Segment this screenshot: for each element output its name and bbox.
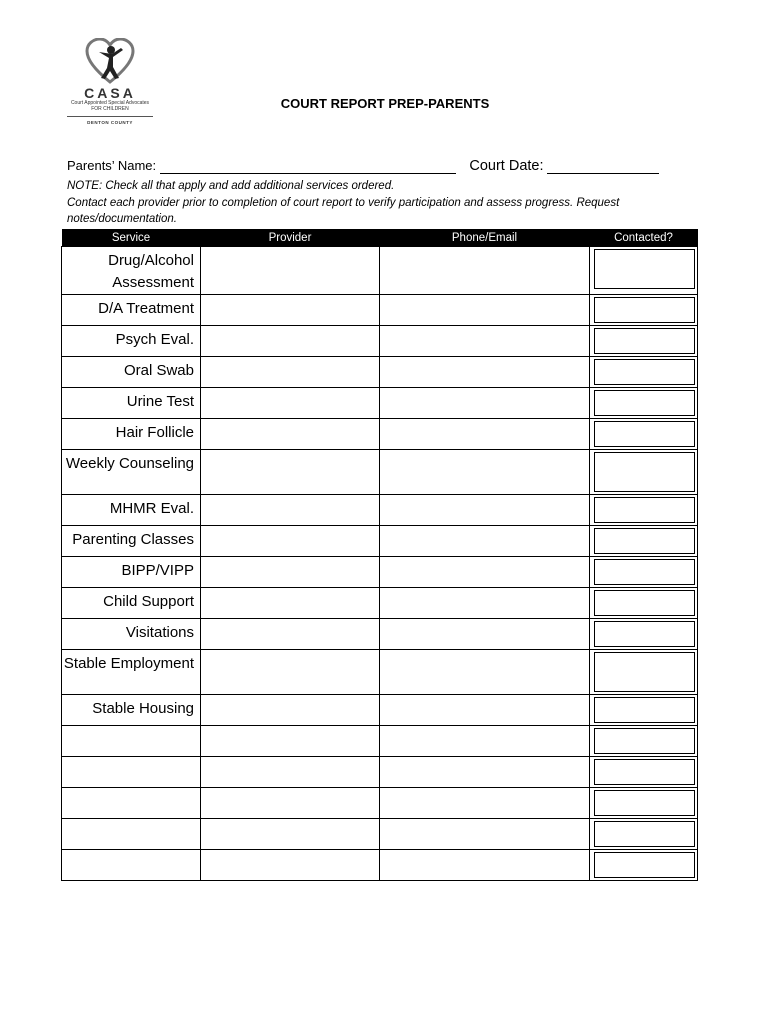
table-row <box>62 450 698 495</box>
service-cell: MHMR Eval. <box>62 495 201 526</box>
parents-name-label: Parents’ Name: <box>67 158 157 173</box>
column-header-provider: Provider <box>201 229 380 247</box>
phone-email-cell[interactable] <box>380 357 590 388</box>
service-cell <box>62 819 201 850</box>
table-row <box>62 788 698 819</box>
contacted-cell <box>590 450 698 495</box>
phone-email-cell[interactable] <box>380 495 590 526</box>
table-row <box>62 557 698 588</box>
table-row <box>62 819 698 850</box>
table-row <box>62 495 698 526</box>
contacted-checkbox[interactable] <box>594 249 695 289</box>
service-cell <box>62 788 201 819</box>
contacted-cell <box>590 495 698 526</box>
contacted-checkbox[interactable] <box>594 497 695 523</box>
contacted-checkbox[interactable] <box>594 528 695 554</box>
contacted-cell <box>590 247 698 295</box>
contacted-cell <box>590 526 698 557</box>
provider-cell[interactable] <box>201 726 380 757</box>
provider-cell[interactable] <box>201 388 380 419</box>
contacted-cell <box>590 295 698 326</box>
contacted-checkbox[interactable] <box>594 790 695 816</box>
casa-logo <box>60 38 160 138</box>
logo-subtitle-2: FOR CHILDREN <box>91 106 129 112</box>
provider-cell[interactable] <box>201 619 380 650</box>
contacted-checkbox[interactable] <box>594 697 695 723</box>
phone-email-cell[interactable] <box>380 526 590 557</box>
table-row <box>62 295 698 326</box>
table-row <box>62 650 698 695</box>
contacted-cell <box>590 388 698 419</box>
provider-cell[interactable] <box>201 495 380 526</box>
table-row <box>62 357 698 388</box>
contacted-cell <box>590 726 698 757</box>
service-cell <box>62 726 201 757</box>
phone-email-cell[interactable] <box>380 388 590 419</box>
phone-email-cell[interactable] <box>380 757 590 788</box>
service-cell: Stable Employment <box>62 650 201 695</box>
contacted-checkbox[interactable] <box>594 590 695 616</box>
note-line-2: Contact each provider prior to completion of court report to verify participation and assess progress. Request notes/documentation. <box>67 196 620 225</box>
provider-cell[interactable] <box>201 788 380 819</box>
provider-cell[interactable] <box>201 757 380 788</box>
provider-cell[interactable] <box>201 419 380 450</box>
contacted-checkbox[interactable] <box>594 390 695 416</box>
contacted-checkbox[interactable] <box>594 621 695 647</box>
service-cell: Psych Eval. <box>62 326 201 357</box>
contacted-checkbox[interactable] <box>594 728 695 754</box>
logo-subtitle: Court Appointed Special Advocates <box>70 100 150 106</box>
contacted-cell <box>590 326 698 357</box>
column-header-phone-email: Phone/Email <box>380 229 590 247</box>
contacted-checkbox[interactable] <box>594 652 695 692</box>
phone-email-cell[interactable] <box>380 695 590 726</box>
contacted-cell <box>590 557 698 588</box>
contacted-cell <box>590 695 698 726</box>
heart-figure-icon <box>85 38 135 84</box>
header-fields <box>67 158 659 174</box>
phone-email-cell[interactable] <box>380 850 590 881</box>
contacted-cell <box>590 650 698 695</box>
provider-cell[interactable] <box>201 295 380 326</box>
phone-email-cell[interactable] <box>380 650 590 695</box>
service-cell <box>62 850 201 881</box>
contacted-cell <box>590 357 698 388</box>
table-row <box>62 247 698 295</box>
contacted-cell <box>590 619 698 650</box>
phone-email-cell[interactable] <box>380 588 590 619</box>
table-row <box>62 726 698 757</box>
phone-email-cell[interactable] <box>380 326 590 357</box>
provider-cell[interactable] <box>201 650 380 695</box>
column-header-service: Service <box>62 229 201 247</box>
phone-email-cell[interactable] <box>380 726 590 757</box>
column-header-contacted: Contacted? <box>590 229 698 247</box>
table-row <box>62 850 698 881</box>
instructions-note <box>67 178 699 228</box>
services-table <box>61 229 698 881</box>
provider-cell[interactable] <box>201 357 380 388</box>
table-row <box>62 757 698 788</box>
phone-email-cell[interactable] <box>380 247 590 295</box>
table-row <box>62 619 698 650</box>
provider-cell[interactable] <box>201 695 380 726</box>
table-row <box>62 695 698 726</box>
logo-name: CASA <box>84 85 136 101</box>
provider-cell[interactable] <box>201 557 380 588</box>
contacted-checkbox[interactable] <box>594 559 695 585</box>
contacted-checkbox[interactable] <box>594 328 695 354</box>
service-cell: Parenting Classes <box>62 526 201 557</box>
phone-email-cell[interactable] <box>380 450 590 495</box>
phone-email-cell[interactable] <box>380 419 590 450</box>
contacted-checkbox[interactable] <box>594 759 695 785</box>
contacted-cell <box>590 788 698 819</box>
provider-cell[interactable] <box>201 526 380 557</box>
table-header-row <box>62 229 698 247</box>
table-row <box>62 419 698 450</box>
table-row <box>62 526 698 557</box>
service-cell: Child Support <box>62 588 201 619</box>
service-cell: BIPP/VIPP <box>62 557 201 588</box>
parents-name-field[interactable] <box>160 160 456 174</box>
phone-email-cell[interactable] <box>380 788 590 819</box>
contacted-checkbox[interactable] <box>594 852 695 878</box>
logo-county: DENTON COUNTY <box>87 120 133 125</box>
contacted-cell <box>590 757 698 788</box>
phone-email-cell[interactable] <box>380 619 590 650</box>
phone-email-cell[interactable] <box>380 819 590 850</box>
service-cell: Hair Follicle <box>62 419 201 450</box>
service-cell: Urine Test <box>62 388 201 419</box>
note-line-1: NOTE: Check all that apply and add additional services ordered. <box>67 180 395 192</box>
contacted-cell <box>590 419 698 450</box>
contacted-cell <box>590 588 698 619</box>
service-cell: Stable Housing <box>62 695 201 726</box>
contacted-cell <box>590 850 698 881</box>
contacted-checkbox[interactable] <box>594 421 695 447</box>
contacted-checkbox[interactable] <box>594 452 695 492</box>
service-cell <box>62 757 201 788</box>
provider-cell[interactable] <box>201 819 380 850</box>
page-title: COURT REPORT PREP-PARENTS <box>280 96 490 111</box>
contacted-checkbox[interactable] <box>594 359 695 385</box>
provider-cell[interactable] <box>201 326 380 357</box>
provider-cell[interactable] <box>201 247 380 295</box>
contacted-cell <box>590 819 698 850</box>
table-row <box>62 326 698 357</box>
table-row <box>62 588 698 619</box>
contacted-checkbox[interactable] <box>594 297 695 323</box>
service-cell: Drug/Alcohol Assessment <box>62 247 201 295</box>
table-row <box>62 388 698 419</box>
provider-cell[interactable] <box>201 850 380 881</box>
service-cell: Oral Swab <box>62 357 201 388</box>
contacted-checkbox[interactable] <box>594 821 695 847</box>
court-date-field[interactable] <box>547 160 659 174</box>
service-cell: D/A Treatment <box>62 295 201 326</box>
provider-cell[interactable] <box>201 450 380 495</box>
logo-divider <box>67 116 153 117</box>
court-date-label: Court Date: <box>469 158 544 174</box>
phone-email-cell[interactable] <box>380 557 590 588</box>
service-cell: Weekly Counseling <box>62 450 201 495</box>
provider-cell[interactable] <box>201 588 380 619</box>
phone-email-cell[interactable] <box>380 295 590 326</box>
service-cell: Visitations <box>62 619 201 650</box>
